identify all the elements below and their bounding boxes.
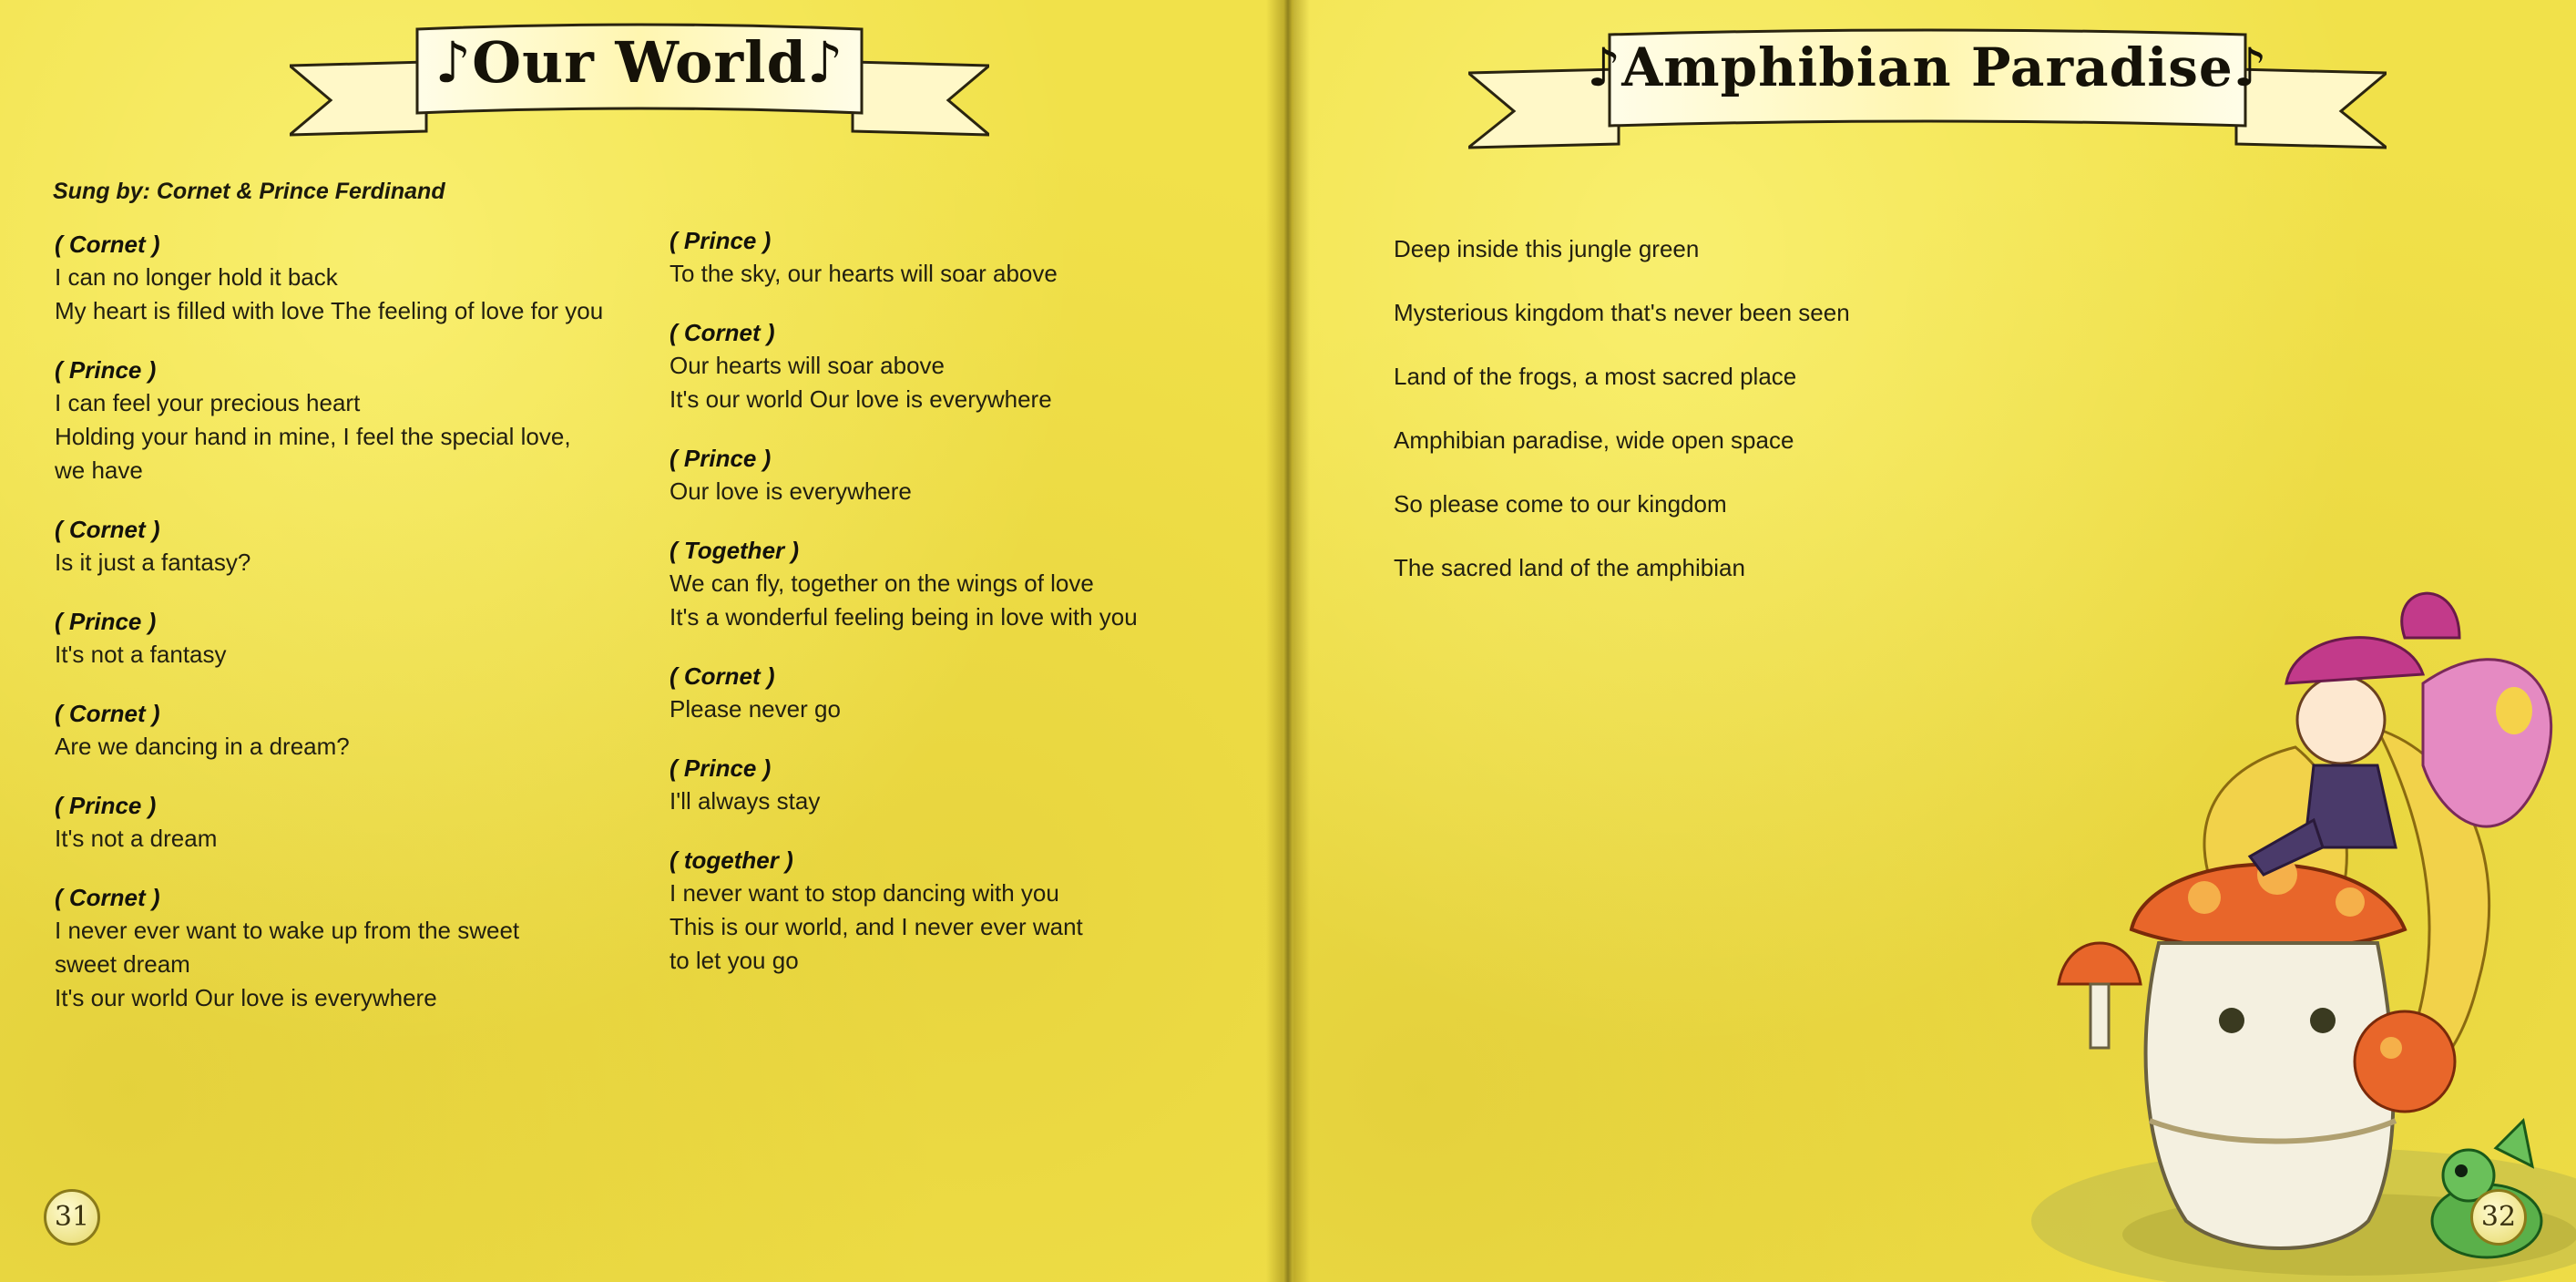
page-number-31: 31 bbox=[44, 1189, 100, 1246]
singer-label: ( Prince ) bbox=[55, 792, 157, 819]
lyric-verse bbox=[670, 224, 1252, 291]
right-title-banner bbox=[1468, 27, 2387, 155]
lyric-verse bbox=[670, 534, 1252, 634]
lyric-line: The sacred land of the amphibian bbox=[1394, 554, 1745, 581]
lyric-line: Our love is everywhere bbox=[670, 477, 912, 505]
lyric-line: So please come to our kingdom bbox=[1394, 490, 1727, 518]
lyric-line: Our hearts will soar above bbox=[670, 352, 946, 379]
lyric-line: I can no longer hold it back bbox=[55, 263, 338, 291]
lyric-verse bbox=[55, 228, 638, 328]
left-page bbox=[0, 0, 1283, 1282]
lyric-line: I never want to stop dancing with you bbox=[670, 879, 1059, 907]
lyric-line: Is it just a fantasy? bbox=[55, 549, 251, 576]
singer-label: ( Prince ) bbox=[670, 445, 772, 472]
lyric-line: I'll always stay bbox=[670, 787, 821, 815]
lyric-line: I can feel your precious heart bbox=[55, 389, 361, 416]
lyric-line: It's not a fantasy bbox=[55, 641, 227, 668]
lyric-line: This is our world, and I never ever want bbox=[670, 913, 1083, 940]
singer-label: ( together ) bbox=[670, 846, 793, 874]
lyric-line: we have bbox=[55, 456, 143, 484]
lyric-line: Amphibian paradise, wide open space bbox=[1394, 426, 1794, 454]
lyrics-column-2 bbox=[670, 224, 1252, 1003]
lyric-line: to let you go bbox=[670, 947, 799, 974]
singer-label: ( Cornet ) bbox=[55, 884, 160, 911]
singer-label: ( Cornet ) bbox=[55, 231, 160, 258]
lyric-verse bbox=[670, 844, 1252, 978]
singer-label: ( Prince ) bbox=[55, 608, 157, 635]
lyric-line: We can fly, together on the wings of love bbox=[670, 569, 1094, 597]
singer-label: ( Cornet ) bbox=[55, 516, 160, 543]
singer-label: ( Prince ) bbox=[670, 227, 772, 254]
singer-label: ( Cornet ) bbox=[670, 662, 775, 690]
singer-label: ( Prince ) bbox=[55, 356, 157, 384]
lyric-line: Holding your hand in mine, I feel the special love, bbox=[55, 423, 571, 450]
right-page bbox=[1293, 0, 2576, 1282]
page-number-32: 32 bbox=[2470, 1189, 2527, 1246]
lyric-line: sweet dream bbox=[55, 950, 190, 978]
lyric-verse bbox=[55, 697, 638, 764]
lyric-verse bbox=[55, 354, 638, 487]
left-title-banner bbox=[290, 22, 989, 140]
lyric-verse bbox=[670, 316, 1252, 416]
lyric-line: It's our world Our love is everywhere bbox=[55, 984, 437, 1011]
song-title-amphibian-paradise: ♪Amphibian Paradise♪ bbox=[1587, 36, 2268, 98]
singer-label: ( Cornet ) bbox=[670, 319, 775, 346]
lyric-verse bbox=[670, 442, 1252, 508]
lyric-verse bbox=[55, 605, 638, 672]
song-title-our-world: ♪Our World♪ bbox=[434, 29, 844, 96]
lyric-verse bbox=[670, 660, 1252, 726]
lyric-verse bbox=[55, 789, 638, 856]
singer-label: ( Prince ) bbox=[670, 754, 772, 782]
lyric-line: Mysterious kingdom that's never been seen bbox=[1394, 299, 1850, 326]
singer-label: ( Cornet ) bbox=[55, 700, 160, 727]
lyric-verse bbox=[55, 881, 638, 1015]
lyric-line: My heart is filled with love The feeling of love for you bbox=[55, 297, 604, 324]
lyric-line: It's a wonderful feeling being in love with you bbox=[670, 603, 1138, 631]
lyric-verse bbox=[670, 752, 1252, 818]
lyric-line: Are we dancing in a dream? bbox=[55, 733, 350, 760]
lyric-line: It's our world Our love is everywhere bbox=[670, 385, 1052, 413]
lyric-line: It's not a dream bbox=[55, 825, 218, 852]
book-gutter bbox=[1266, 0, 1310, 1282]
lyric-line: Deep inside this jungle green bbox=[1394, 235, 1700, 262]
lyrics-column-1 bbox=[55, 228, 638, 1041]
fairy-mushroom-frog-illustration bbox=[1949, 583, 2576, 1282]
lyric-line: Land of the frogs, a most sacred place bbox=[1394, 363, 1797, 390]
lyric-line: Please never go bbox=[670, 695, 841, 723]
lyric-line: I never ever want to wake up from the sweet bbox=[55, 917, 520, 944]
lyric-verse bbox=[55, 513, 638, 579]
lyric-line: To the sky, our hearts will soar above bbox=[670, 260, 1058, 287]
sung-by-credit: Sung by: Cornet & Prince Ferdinand bbox=[53, 179, 445, 204]
singer-label: ( Together ) bbox=[670, 537, 800, 564]
